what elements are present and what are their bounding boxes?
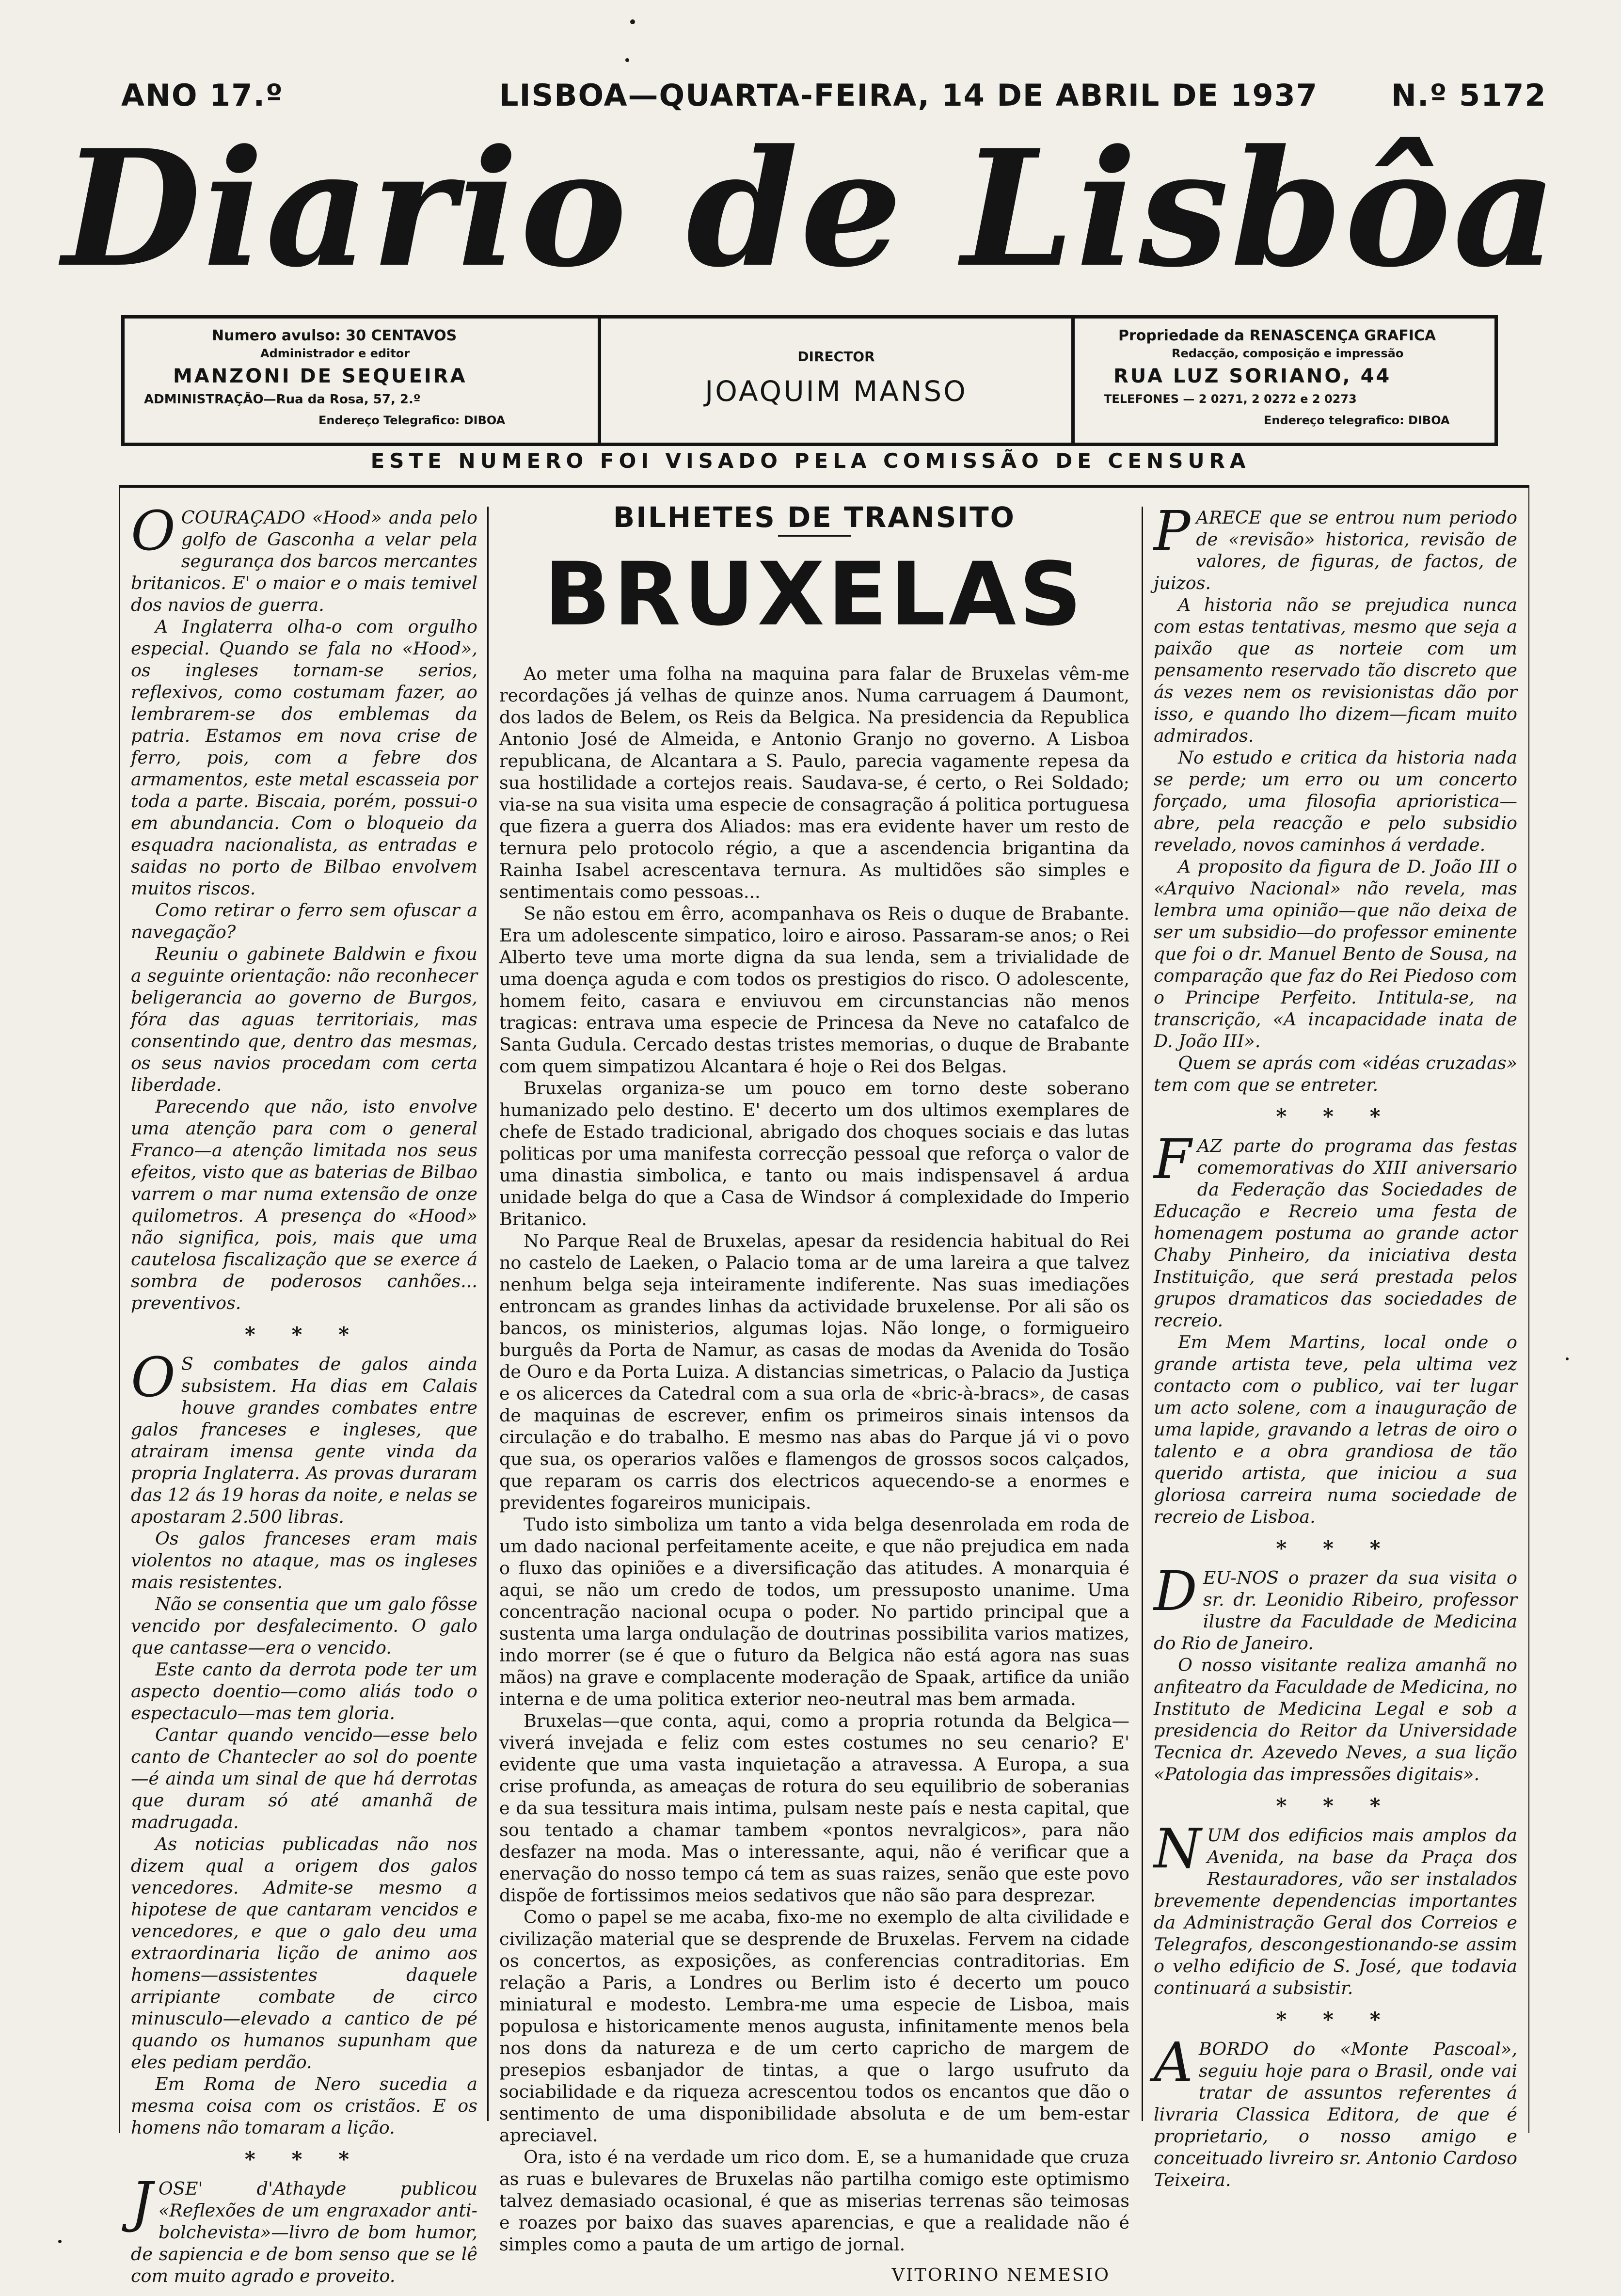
item-lead-paragraph [1154,1818,1517,1999]
article-body [499,663,1129,2255]
article-headline: BRUXELAS [544,544,1085,645]
article-paragraph: No Parque Real de Bruxelas, apesar da residencia habitual do Rei no castelo de Laeken, o Palacio toma ar de uma lareira a que talvez nenhum belga seja inteiramente indiferente. Nas suas imediações entroncam as grandes linhas da actividade bruxelense. Por ali são os bancos, os ministerios, algumas lojas. Não longe, o formigueiro burguês da Porta de Namur, as casas de modas da Avenida do Tosão de Ouro e da Porta Luiza. A distancias simetricas, o Palacio da Justiça e os alicerces da Catedral com a sua orla de «bric-à-bracs», de casas de maquinas de escrever, enfim os primeiros sinais intensos da circulação e do trabalho. E mesmo nas abas do Parque já vi o povo que sua, os operarios valões e flamengos de grossos socos calçados, que reparam os carris dos electricos aquecendo-se a enormes e previdentes fogareiros municipais. [499,1230,1129,1513]
masthead: Diario de Lisbôa [62,114,1559,303]
right-column [1154,500,1517,2190]
year-label: ANO 17.º [121,78,284,113]
paragraph [131,1593,477,1658]
article-paragraph: Ao meter uma folha na maquina para falar de Bruxelas vêm-me recordações já velhas de quinze anos. Numa carruagem á Daumont, dos lados de Belem, os Reis da Belgica. Na presidencia da Republica Antonio José de Almeida, e Antonio Granjo no governo. A Lisboa republicana, de Alcantara a S. Paulo, parecia vagamente repesa da sua hostilidade a cortejos reais. Saudava-se, é certo, o Rei Soldado; via-se na sua visita uma especie de consagração á politica portuguesa que fizera a guerra dos Aliados: mas era evidente haver um resto de ternura pelo protocolo régio, a que a ascendencia brigantina da Rainha Isabel acrescentava ternura. As multidões são simples e sentimentais como pessoas... [499,663,1129,902]
paragraph [1154,856,1517,1052]
sections-label: Redacção, composição e impressão [1172,347,1404,360]
owner-label: Propriedade da RENASCENÇA GRAFICA [1118,327,1436,344]
article-paragraph: Bruxelas—que conta, aqui, como a propria rotunda da Belgica—viverá invejada e feliz com estes costumes no seu cenario? E' evidente que uma vasta inquietação a atravessa. A Europa, a sua crise profunda, as ameaças de rotura do seu equilibrio de soberanias e da sua tessitura mais intima, pulsam neste país e nesta capital, que sou tentado a chamar tambem «pontos nevralgicos», para não desfazer na moda. Mas o interessante, aqui, não é verificar que a enervação do nosso tempo cá tem as suas raizes, senão que este povo dispõe de fortissimos meios sedativos que não são para desprezar. [499,1710,1129,1906]
paragraph [131,1528,477,1593]
article-paragraph: Tudo isto simboliza um tanto a vida belga desenrolada em roda de um dado nacional perfeitamente aceite, e que não prejudica em nada o fluxo das opiniões e a diversificação das atitudes. A monarquia é aqui, se não um credo de todos, um pressuposto unanime. Uma concentração nacional ocupa o poder. No partido principal que a sustenta uma larga ondulação de doutrinas possibilita varios matizes, indo morrer (se é que o futuro da Belgica não está agora nas suas mãos) na grave e complacente moderação de Spaak, artifice da união interna e de uma politica exterior neo-neutral mas bem armada. [499,1514,1129,1709]
paragraph-text: A historia não se prejudica nunca com estas tentativas, mesmo que seja a paixão que as norteie com um pensamento reservado tão discreto que ás vezes nem os revisionistas dão por isso, e quando lho dizem—ficam muito admirados. [1154,594,1517,746]
left-column [131,500,477,2286]
print-speck [630,19,635,24]
drop-cap: P [1154,500,1191,563]
print-speck [58,2240,62,2243]
item-lead-paragraph [1154,1128,1517,1331]
section-separator: * * * [1276,2008,1395,2031]
paragraph [131,1724,477,1833]
phone-numbers: TELEFONES — 2 0271, 2 0272 e 2 0273 [1104,392,1357,406]
paragraph-text: Reuniu o gabinete Baldwin e fixou a seguinte orientação: não reconhecer beligerancia ao governo de Burgos, fóra das aguas territoriais, mas consentindo que, dentro das mesmas, os seus navios procedam com certa liberdade. [131,943,477,1095]
paragraph-text: Como retirar o ferro sem ofuscar a navegação? [131,900,477,942]
paragraph-text: EU-NOS o prazer da sua visita o sr. dr. Leonidio Ribeiro, professor ilustre da Faculdade de Medicina do Rio de Janeiro. [1154,1567,1517,1654]
paragraph [131,616,477,899]
censorship-note: ESTE NUMERO FOI VISADO PELA COMISSÃO DE CENSURA [370,449,1251,473]
paragraph-text: BORDO do «Monte Pascoal», seguiu hoje para o Brasil, onde vai tratar de assuntos referentes á livraria Classica Editora, de que é proprietario, o nosso amigo e conceituado livreiro sr. Antonio Cardoso Teixeira. [1154,2039,1517,2190]
center-column [499,501,1129,2285]
item-lead-paragraph [131,500,477,616]
paragraph-text: Em Mem Martins, local onde o grande artista teve, pela ultima vez contacto com o publico, vai ter lugar um acto solene, com a inauguração de uma lapide, gravando a letras de oiro o talento e a obra grandiosa de tão querido artista, que iniciou a sua gloriosa carreira numa sociedade de recreio de Lisboa. [1154,1332,1517,1527]
paragraph-text: Os galos franceses eram mais violentos no ataque, mas os ingleses mais resistentes. [131,1528,477,1593]
article-paragraph: Como o papel se me acaba, fixo-me no exemplo de alta civilidade e civilização material que se desprende de Bruxelas. Fervem na cidade os concertos, as exposições, as conferencias contraditorias. Em relação a Paris, a Londres ou Berlim isto é decerto um pouco miniatural e modesto. Lembra-me uma especie de Lisboa, mais populosa e historicamente menos augusta, infinitamente menos bela nos dons da natureza e de um certo capricho de margem de presepios esbanjador de tintas, a que o largo usufruto da sociabilidade e da riqueza acrescentou todos os encantos que dão o sentimento de uma disponibilidade absoluta e de um bem-estar apreciavel. [499,1907,1129,2146]
section-separator: * * * [1276,1794,1395,1818]
paragraph [131,1833,477,2073]
section-kicker: BILHETES DE TRANSITO [613,501,1016,534]
admin-role: Administrador e editor [260,347,410,360]
section-separator: * * * [244,1323,364,1346]
print-speck [1566,1357,1569,1360]
section-separator: * * * [1276,1104,1395,1128]
paragraph-text: S combates de galos ainda subsistem. Ha dias em Calais houve grandes combates entre galos franceses e ingleses, que atrairam imensa gente vinda da propria Inglaterra. As provas duraram das 12 ás 19 horas da noite, e nelas se apostaram 2.500 libras. [131,1354,477,1527]
admin-name: MANZONI DE SEQUEIRA [173,365,467,387]
paragraph-text: OSE' d'Athayde publicou «Reflexões de um engraxador anti-bolchevista»—livro de bom humor, de sapiencia e de bom senso que se lê com muito agrado e proveito. [131,2178,477,2286]
article-signature: VITORINO NEMESIO [891,2264,1110,2285]
info-box-right [1071,315,1498,446]
paragraph [1154,747,1517,856]
print-speck [625,58,629,62]
telegraphic-address-left: Endereço Telegrafico: DIBOA [318,414,506,427]
paragraph-text: Quem se aprás com «idéas cruzadas» tem com que se entreter. [1154,1052,1517,1095]
paragraph-text: As noticias publicadas não nos dizem qual a origem dos galos vencedores. Admite-se mesmo a hipotese de que cantaram vencidos e vencedores, e que o galo deu uma extraordinaria lição de animo aos homens—assistentes daquele arripiante combate de circo minusculo—elevado a cantico de pé quando os humanos supunham que eles pediam perdão. [131,1834,477,2073]
paragraph-text: Não se consentia que um galo fôsse vencido por desfalecimento. O galo que cantasse—era o vencido. [131,1594,477,1658]
paragraph [1154,1052,1517,1096]
director-name: JOAQUIM MANSO [705,375,968,408]
drop-cap: A [1154,2031,1193,2094]
article-paragraph: Ora, isto é na verdade um rico dom. E, se a humanidade que cruza as ruas e bulevares de Bruxelas não partilha comigo este optimismo talvez demasiado ocasional, é que as miserias terrenas são teimosas e roazes por baixo das suaves aparencias, e que a realidade não é simples como a pauta de um artigo de jornal. [499,2147,1129,2255]
paragraph-text: O nosso visitante realiza amanhã no anfiteatro da Faculdade de Medicina, no Instituto de Medicina Legal e sob a presidencia do Reitor da Universidade Tecnica dr. Azevedo Neves, a sua lição «Patologia das impressões digitais». [1154,1655,1517,1785]
paragraph [1154,1654,1517,1785]
item-lead-paragraph [1154,1560,1517,1654]
item-lead-paragraph [1154,2031,1517,2191]
paragraph [131,899,477,943]
paragraph [131,1096,477,1314]
paragraph-text: No estudo e critica da historia nada se perde; um erro ou um concerto forçado, uma filosofia aprioristica—abre, pela reacção e pelo subsidio revelado, novos caminhos á verdade. [1154,747,1517,855]
article-paragraph: Se não estou em êrro, acompanhava os Reis o duque de Brabante. Era um adolescente simpatico, loiro e airoso. Passaram-se anos; o Rei Alberto teve uma morte digna da sua lenda, sem a trivialidade de uma doença aguda e com todos os prestigios do risco. O adolescente, homem feito, casara e enviuvou em circunstancias não menos tragicas: entrava uma especie de Princesa da Neve no catafalco de Santa Gudula. Cercado destas tristes memorias, o duque de Brabante com quem simpatizou Alcantara é hoje o Rei dos Belgas. [499,903,1129,1077]
paragraph-text: AZ parte do programa das festas comemorativas do XIII aniversario da Federação das Sociedades de Educação e Recreio uma festa de homenagem postuma ao grande actor Chaby Pinheiro, da iniciativa desta Instituição, que será prestada pelos grupos dramaticos das sociedades de recreio. [1154,1135,1517,1331]
paragraph [131,943,477,1096]
street-address: RUA LUZ SORIANO, 44 [1113,365,1392,387]
paragraph-text: A Inglaterra olha-o com orgulho especial. Quando se fala no «Hood», os ingleses tornam-se serios, reflexivos, como costumam fazer, ao lembrarem-se dos emblemas da patria. Estamos em nova crise de ferro, pois, com a febre dos armamentos, este metal escasseia por toda a parte. Biscaia, porém, possui-o em abundancia. Com o bloqueio da esquadra nacionalista, as entradas e saidas no porto de Bilbao envolvem muitos riscos. [131,616,477,899]
paragraph-text: UM dos edificios mais amplos da Avenida, na base da Praça dos Restauradores, vão ser instalados brevemente dependencias importantes da Administração Geral dos Correios e Telegrafos, descongestionando-se assim o velho edificio de S. José, que todavia continuará a subsistir. [1154,1825,1517,1998]
drop-cap: O [131,500,175,563]
drop-cap: O [131,1346,175,1409]
paragraph-text: ARECE que se entrou num periodo de «revisão» historica, revisão de valores, de figuras, de factos, de juizos. [1154,507,1517,593]
telegraphic-address-right: Endereço telegrafico: DIBOA [1264,414,1450,427]
paragraph [1154,1331,1517,1528]
director-role: DIRECTOR [797,349,875,365]
section-separator: * * * [1276,1536,1395,1560]
item-lead-paragraph [131,1346,477,1528]
drop-cap: F [1154,1128,1192,1191]
paragraph-text: Cantar quando vencido—esse belo canto de Chantecler ao sol do poente —é ainda um sinal de que há derrotas que duram só até amanhã de madrugada. [131,1724,477,1833]
info-box-center [601,315,1071,446]
paragraph-text: Este canto da derrota pode ter um aspecto doentio—como aliás todo o espectaculo—mas tem gloria. [131,1659,477,1723]
paragraph [131,1658,477,1724]
kicker-rule [778,535,851,537]
issue-number: N.º 5172 [1391,78,1547,113]
paragraph-text: A proposito da figura de D. João III o «Arquivo Nacional» não revela, mas lembra uma opinião—que não deixa de ser um subsidio—do professor eminente que foi o dr. Manuel Bento de Sousa, na comparação que faz do Rei Piedoso com o Principe Perfeito. Intitula-se, na transcrição, «A incapacidade inata de D. João III». [1154,856,1517,1052]
column-rule-left [487,507,489,2121]
paragraph [1154,594,1517,747]
item-lead-paragraph [131,2171,477,2287]
drop-cap: D [1154,1560,1197,1623]
item-lead-paragraph [1154,500,1517,594]
paragraph-text: Parecendo que não, isto envolve uma atenção para com o general Franco—a atenção limitada nos seus efeitos, visto que as baterias de Bilbao varrem o mar numa extensão de onze quilometros. A presença do «Hood» não significa, pois, mais que uma cautelosa fiscalização que se exerce á sombra de poderosos canhões... preventivos. [131,1096,477,1313]
paragraph-text: COURAÇADO «Hood» anda pelo golfo de Gasconha a velar pela segurança dos barcos mercantes britanicos. E' o maior e o mais temivel dos navios de guerra. [131,507,477,615]
paragraph [131,2073,477,2138]
drop-cap: N [1154,1818,1201,1881]
column-rule-right [1142,507,1143,2121]
info-box-left [121,315,601,446]
paragraph-text: Em Roma de Nero sucedia a mesma coisa com os cristãos. E os homens não tomaram a lição. [131,2073,477,2138]
article-paragraph: Bruxelas organiza-se um pouco em torno deste soberano humanizado pelo destino. E' decerto um dos ultimos exemplares de chefe de Estado tradicional, abrigado dos choques sociais e das lutas politicas por uma manifesta correcção pessoal que reforça o valor de uma dinastia simbolica, e tanto ou mais indispensavel á ardua unidade belga do que a Casa de Windsor á complexidade do Imperio Britanico. [499,1078,1129,1229]
section-separator: * * * [244,2147,364,2171]
drop-cap: J [131,2171,153,2234]
dateline: LISBOA—QUARTA-FEIRA, 14 DE ABRIL DE 1937 [499,78,1318,113]
admin-address: ADMINISTRAÇÃO—Rua da Rosa, 57, 2.º [144,392,421,407]
price-label: Numero avulso: 30 CENTAVOS [212,327,457,344]
